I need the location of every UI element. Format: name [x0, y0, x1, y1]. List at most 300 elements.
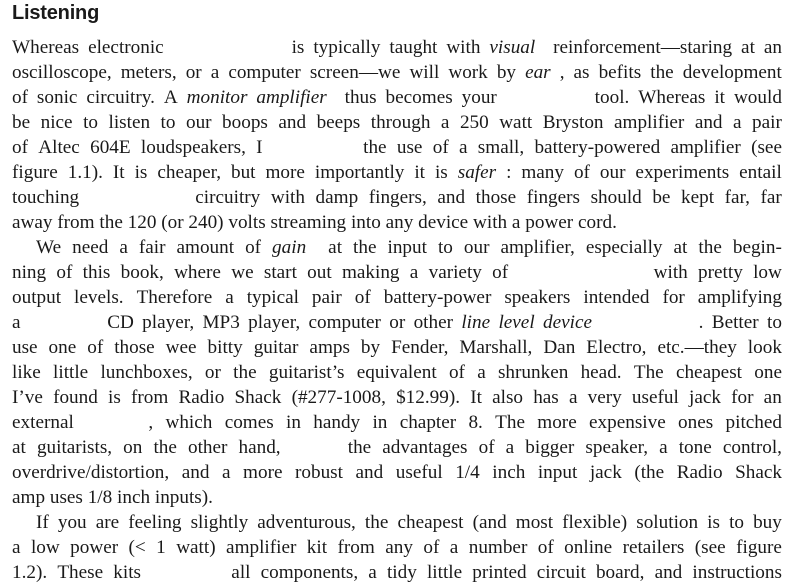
text-run: be [12, 112, 31, 133]
text-run: are [95, 512, 120, 533]
text-run: beeps [316, 112, 361, 133]
text-run: to [160, 112, 176, 133]
blank-gap [86, 410, 136, 435]
text-run: adventurous, [257, 512, 356, 533]
text-run: These [57, 562, 104, 583]
text-run: out [307, 262, 332, 283]
text-run: we [231, 262, 254, 283]
text-run: of [87, 337, 104, 358]
text-run: 604E [90, 137, 131, 158]
text-run: reinforcement—staring [553, 37, 733, 58]
text-run: boops [222, 112, 268, 133]
text-run: number [468, 537, 528, 558]
blank-gap [292, 435, 337, 460]
text-run: pitched [725, 412, 782, 433]
text-run: Radio [676, 462, 723, 483]
text-run: from [57, 212, 95, 233]
text-run: comes [224, 412, 274, 433]
text-run: of [448, 362, 465, 383]
text-run: the [363, 137, 387, 158]
text-run: expensive [589, 412, 666, 433]
text-run: uses [49, 487, 83, 508]
text-run: 120 [127, 212, 157, 233]
text-run: inch [117, 487, 151, 508]
text-run: by [496, 62, 517, 83]
text-run: solution [636, 512, 699, 533]
text-run: inch [492, 462, 526, 483]
text-run: and [694, 112, 723, 133]
text-run: kept [681, 187, 715, 208]
italic-text: line [461, 312, 491, 333]
blank-gap [506, 85, 586, 110]
text-run: a [458, 137, 468, 158]
text-run: typically [313, 37, 381, 58]
text-run: from [337, 537, 375, 558]
text-run: A [163, 87, 178, 108]
text-run: our [185, 112, 212, 133]
text-run: Altec [38, 137, 80, 158]
italic-text: ear [525, 62, 551, 83]
text-run: buy [753, 512, 782, 533]
text-run: your [461, 87, 497, 108]
text-run: kits [113, 562, 142, 583]
italic-text: gain [272, 237, 307, 258]
text-run: thus [344, 87, 377, 108]
text-run: low [753, 262, 782, 283]
text-run: begin- [732, 237, 782, 258]
text-line [12, 285, 782, 310]
text-run: handy [313, 412, 361, 433]
text-run: guitarists, [36, 437, 113, 458]
text-run: (< [128, 537, 146, 558]
text-line [12, 110, 782, 135]
text-run: use [12, 337, 38, 358]
text-line [12, 135, 782, 160]
text-run: development [682, 62, 782, 83]
text-run: ning [12, 262, 47, 283]
text-run: also [492, 387, 524, 408]
text-run: figure [736, 537, 782, 558]
text-line [12, 335, 782, 360]
text-run: oscilloscope, [12, 62, 112, 83]
text-run: with [473, 212, 508, 233]
text-run: feeling [128, 512, 182, 533]
text-run: befits [598, 62, 642, 83]
text-run: watt) [176, 537, 216, 558]
text-run: bigger [525, 437, 575, 458]
text-run: Whereas [12, 37, 80, 58]
text-run: look [747, 337, 782, 358]
text-run: where [174, 262, 221, 283]
text-run: to [729, 512, 744, 533]
text-run: from [130, 387, 169, 408]
text-run: I [256, 137, 263, 158]
text-run: importantly [314, 162, 405, 183]
blank-gap [600, 310, 690, 335]
text-run: Whereas [638, 87, 706, 108]
text-run: robust [295, 462, 343, 483]
text-run: of [354, 287, 371, 308]
text-run: a [221, 462, 231, 483]
text-run: of [423, 537, 440, 558]
text-run: head. [580, 362, 622, 383]
text-run: , [148, 412, 154, 433]
text-run: slightly [190, 512, 249, 533]
text-run: 1.1). [67, 162, 103, 183]
text-line [12, 210, 782, 235]
text-run: low [30, 537, 60, 558]
text-run: it [714, 87, 725, 108]
text-run: 1/4 [455, 462, 480, 483]
text-run: battery-power [383, 287, 492, 308]
text-run: is [108, 387, 121, 408]
italic-text: safer [457, 162, 497, 183]
text-run: tidy [386, 562, 417, 583]
text-run: you [57, 512, 87, 533]
text-run: into [350, 212, 381, 233]
text-run: device [418, 212, 469, 233]
text-run: most [515, 512, 554, 533]
text-run: We [36, 237, 62, 258]
text-run: more [265, 162, 305, 183]
text-run: start [263, 262, 297, 283]
text-run: circuitry. [86, 87, 155, 108]
text-line [12, 560, 782, 585]
text-run: The [633, 362, 664, 383]
text-run: is [707, 512, 720, 533]
text-run: small, [477, 137, 525, 158]
document-page [12, 0, 782, 585]
text-run: components, [260, 562, 359, 583]
text-run: 1/8 [87, 487, 113, 508]
text-run: which [165, 412, 213, 433]
text-run: of [537, 537, 554, 558]
text-run: a [119, 237, 128, 258]
text-run: becomes [385, 87, 453, 108]
text-run: It [112, 162, 125, 183]
blank-gap [518, 260, 643, 285]
text-run: any [385, 537, 413, 558]
text-run: this [82, 262, 111, 283]
text-run: guitarist’s [268, 362, 345, 383]
text-run: guitar [253, 337, 299, 358]
text-run: shrunken [497, 362, 569, 383]
text-run: damp [315, 187, 359, 208]
text-run: figure [12, 162, 58, 183]
text-run: etc.—they [657, 337, 737, 358]
text-run: pair [311, 287, 342, 308]
text-run: our [599, 162, 626, 183]
text-line [12, 485, 782, 510]
text-run: with [270, 187, 305, 208]
text-run: the [347, 437, 372, 458]
text-run: more [537, 412, 577, 433]
text-run: amp [12, 487, 46, 508]
text-run: book, [120, 262, 164, 283]
text-run: battery-powered [534, 137, 661, 158]
text-run: cheapest [397, 512, 464, 533]
text-run: external [12, 412, 74, 433]
text-run: retailers [622, 537, 685, 558]
text-run: use [396, 137, 423, 158]
text-run: the [364, 512, 389, 533]
text-run: computer [228, 62, 301, 83]
italic-text: device [542, 312, 592, 333]
text-run: or [185, 62, 202, 83]
text-run: control, [722, 437, 782, 458]
text-run: listen [108, 112, 151, 133]
text-run: far [760, 187, 782, 208]
text-run: making [341, 262, 400, 283]
text-run: of [478, 437, 495, 458]
text-run: experiments [635, 162, 730, 183]
text-run: Shack [735, 462, 782, 483]
text-run: especially [585, 237, 663, 258]
text-run: our [463, 237, 490, 258]
text-run: many [521, 162, 564, 183]
text-run: (#277-1008, [291, 387, 386, 408]
text-run: $12.99). [396, 387, 461, 408]
text-run: 8. [468, 412, 483, 433]
text-run: power [525, 212, 574, 233]
text-run: electronic [88, 37, 164, 58]
text-run: (see [694, 537, 726, 558]
text-run: at [741, 37, 755, 58]
text-run: typical [246, 287, 299, 308]
text-run: ones [678, 412, 714, 433]
text-run: jack [589, 462, 622, 483]
text-line [12, 360, 782, 385]
text-run: jack [688, 387, 721, 408]
italic-text: level [498, 312, 535, 333]
text-line [12, 85, 782, 110]
blank-gap [173, 35, 283, 60]
text-run: entail [739, 162, 782, 183]
text-line [12, 185, 782, 210]
text-run: variety [428, 262, 482, 283]
text-run: lunchboxes, [100, 362, 193, 383]
text-run: 250 [459, 112, 489, 133]
text-run: wee [165, 337, 197, 358]
text-run: has [533, 387, 559, 408]
text-run: Marshall, [459, 337, 533, 358]
text-run: 240) [188, 212, 224, 233]
text-run: 1.2). [12, 562, 48, 583]
text-line [12, 435, 782, 460]
text-run: online [564, 537, 613, 558]
text-run: need [72, 237, 109, 258]
text-run: MP3 [202, 312, 240, 333]
text-run: useful [631, 387, 679, 408]
text-run: be [652, 187, 671, 208]
text-run: meters, [120, 62, 177, 83]
text-line [12, 35, 782, 60]
blank-gap [29, 310, 99, 335]
text-run: or [389, 312, 406, 333]
text-run: (and [472, 512, 507, 533]
text-run: a [225, 287, 234, 308]
text-run: to [766, 312, 782, 333]
text-run: those [114, 337, 155, 358]
text-run: and [278, 112, 307, 133]
text-run: for [662, 287, 685, 308]
text-run: Shack [234, 387, 282, 408]
text-line [12, 260, 782, 285]
text-run: to [437, 237, 453, 258]
text-run: output [12, 287, 62, 308]
text-run: pair [752, 112, 782, 133]
text-run: a [368, 562, 377, 583]
text-run: amplifier [614, 112, 685, 133]
text-run: an [763, 37, 782, 58]
text-run: overdrive/distortion, [12, 462, 170, 483]
text-run: amplifier, [500, 237, 575, 258]
text-run: inputs). [154, 487, 213, 508]
italic-text: visual [489, 37, 536, 58]
text-line [12, 535, 782, 560]
text-run: found [53, 387, 98, 408]
text-run: , [559, 62, 565, 83]
text-run: all [231, 562, 251, 583]
text-run: fair [138, 237, 166, 258]
text-run: an [763, 387, 782, 408]
text-run: far, [724, 187, 750, 208]
text-run: will [409, 62, 440, 83]
text-run: If [36, 512, 49, 533]
text-run: circuitry [195, 187, 261, 208]
text-run: little [53, 362, 89, 383]
text-run: (the [634, 462, 665, 483]
text-run: in [372, 412, 388, 433]
italic-text: monitor [186, 87, 248, 108]
text-run: amps [309, 337, 350, 358]
text-run: the [233, 362, 257, 383]
text-run: taught [389, 37, 438, 58]
text-run: input [387, 237, 427, 258]
text-run: like [12, 362, 41, 383]
text-run: it [414, 162, 426, 183]
text-run: useful [395, 462, 443, 483]
text-run: cheaper, [157, 162, 222, 183]
text-run: of [492, 262, 509, 283]
section-heading: Listening [12, 2, 100, 24]
text-run: of [12, 87, 28, 108]
text-run: the [153, 437, 177, 458]
text-run: a [210, 62, 220, 83]
text-run: speakers [504, 287, 571, 308]
text-run: but [230, 162, 256, 183]
text-run: at [328, 237, 343, 258]
text-run: a [440, 112, 450, 133]
text-line [12, 310, 782, 335]
text-run: a [733, 112, 742, 133]
text-run: a [12, 312, 21, 333]
text-run: board, [595, 562, 645, 583]
text-run: of [12, 137, 28, 158]
text-run: would [733, 87, 782, 108]
blank-gap [151, 560, 221, 585]
text-run: a [659, 437, 668, 458]
text-run: a [568, 387, 578, 408]
text-run: cheapest [675, 362, 742, 383]
text-line [12, 60, 782, 85]
text-run: flexible) [562, 512, 628, 533]
text-run: amplifying [697, 287, 782, 308]
text-run: Better [711, 312, 759, 333]
text-run: Electro, [586, 337, 647, 358]
text-run: should [590, 187, 642, 208]
text-run: is [291, 37, 305, 58]
text-run: the [698, 237, 722, 258]
body-text [12, 35, 782, 585]
text-run: little [426, 562, 463, 583]
text-line [12, 385, 782, 410]
text-run: one [48, 337, 77, 358]
text-run: The [495, 412, 525, 433]
text-run: with [446, 37, 481, 58]
text-line [12, 160, 782, 185]
text-run: Radio [178, 387, 225, 408]
text-run: cord. [578, 212, 617, 233]
text-run: advantages [382, 437, 468, 458]
text-run: tool. [594, 87, 630, 108]
text-run: Fender, [391, 337, 449, 358]
text-run: a [449, 537, 459, 558]
text-run: amplifier [670, 137, 741, 158]
text-run: more [243, 462, 283, 483]
text-run: levels. [74, 287, 124, 308]
text-line [12, 460, 782, 485]
text-run: Dan [543, 337, 576, 358]
text-run: a [505, 437, 515, 458]
text-run: the [650, 62, 674, 83]
text-run: loudspeakers, [140, 137, 246, 158]
text-run: as [573, 62, 590, 83]
text-run: player, [248, 312, 301, 333]
text-run: at [12, 437, 26, 458]
text-run: I’ve [12, 387, 43, 408]
text-run: computer [308, 312, 381, 333]
text-run: with [653, 262, 688, 283]
text-run: input [537, 462, 578, 483]
text-line [12, 410, 782, 435]
text-run: a [511, 212, 521, 233]
text-run: (or [161, 212, 184, 233]
text-line [12, 235, 782, 260]
text-run: circuit [536, 562, 586, 583]
text-run: other [413, 312, 453, 333]
text-run: power [70, 537, 119, 558]
text-run: . [698, 312, 704, 333]
text-run: is [434, 162, 448, 183]
text-run: and [654, 562, 683, 583]
text-run: instructions [692, 562, 782, 583]
text-run: It [470, 387, 482, 408]
text-run: amplifier [226, 537, 297, 558]
text-run: to [83, 112, 98, 133]
text-run: the [353, 237, 377, 258]
text-run: of [245, 237, 262, 258]
text-run: and [181, 462, 210, 483]
text-run: is [134, 162, 148, 183]
text-run: work [448, 62, 488, 83]
text-run: chapter [399, 412, 457, 433]
text-run: at [673, 237, 688, 258]
text-run: 1 [156, 537, 166, 558]
text-run: by [360, 337, 381, 358]
text-run: screen—we [309, 62, 401, 83]
text-run: : [506, 162, 512, 183]
